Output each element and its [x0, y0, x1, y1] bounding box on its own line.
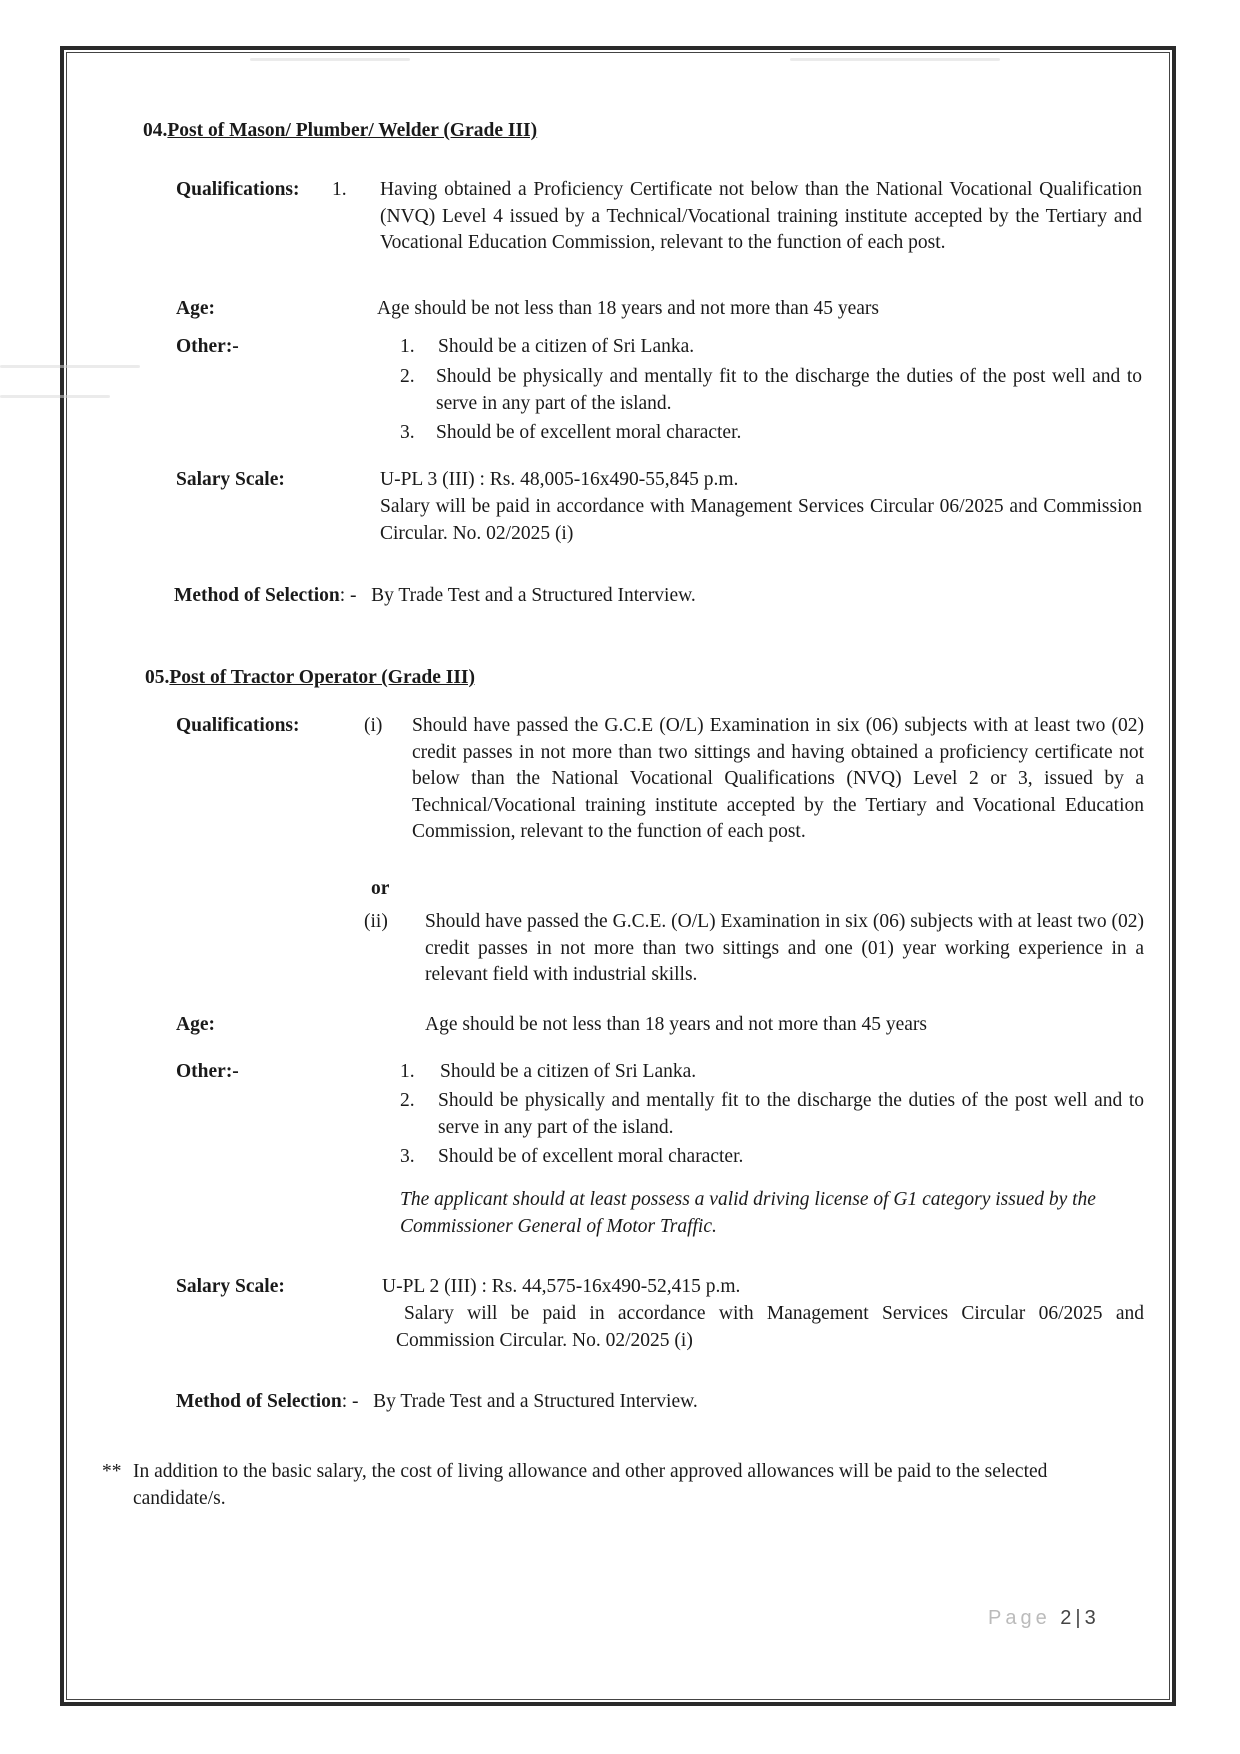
- post04-qualification-number: 1.: [332, 179, 347, 200]
- post04-method-row: [174, 583, 696, 610]
- post05-other-text-2: Should be physically and mentally fit to the discharge the duties of the post well and to serve in any part of the island.: [438, 1090, 1144, 1138]
- post04-other-text-2: Should be physically and mentally fit to the discharge the duties of the post well and to serve in any part of the island.: [436, 366, 1142, 414]
- post05-q1-text: Should have passed the G.C.E (O/L) Examination in six (06) subjects with at least two (02) credit passes in not more than two sittings and having obtained a proficiency certificate not below than the National Vocational Qualifications (NVQ) Level 2 or 3, issued by a Technical/Vocational training institute accepted by the Tertiary and Vocational Education Commission, relevant to the function of each post.: [412, 715, 1144, 842]
- post04-other-label: Other:-: [176, 336, 239, 357]
- post05-other-text-1: Should be a citizen of Sri Lanka.: [440, 1061, 697, 1082]
- post05-number: 05.: [145, 667, 170, 688]
- post05-other-label: Other:-: [176, 1061, 239, 1082]
- post05-q2-number: (ii): [364, 911, 388, 932]
- post05-other-num-1: 1.: [400, 1061, 415, 1082]
- post05-license-note: The applicant should at least possess a valid driving license of G1 category issued by the Commissioner General of Motor Traffic.: [400, 1189, 1096, 1237]
- page-total: 3: [1084, 1607, 1100, 1629]
- post05-other-num-3: 3.: [400, 1146, 415, 1167]
- post05-other-text-3: Should be of excellent moral character.: [438, 1146, 744, 1167]
- post04-qualifications-label: Qualifications:: [176, 179, 300, 200]
- post05-or: or: [371, 878, 390, 899]
- post05-method-text: By Trade Test and a Structured Interview.: [373, 1391, 698, 1412]
- post05-salary-label: Salary Scale:: [176, 1276, 285, 1297]
- post04-age-text: Age should be not less than 18 years and not more than 45 years: [377, 298, 880, 319]
- post05-q2-text: Should have passed the G.C.E. (O/L) Examination in six (06) subjects with at least two (02) credit passes in not more than two sittings and one (01) year working experience in a relevant field with industrial skills.: [425, 911, 1144, 985]
- post04-method-text: By Trade Test and a Structured Interview.: [371, 585, 696, 606]
- post05-method-separator: : -: [341, 1391, 359, 1412]
- post05-other-num-2: 2.: [400, 1090, 415, 1111]
- post05-method-label: Method of Selection: [176, 1391, 342, 1412]
- post04-method-label: Method of Selection: [174, 585, 340, 606]
- page-number: [988, 1607, 1100, 1630]
- post05-q1-number: (i): [364, 715, 383, 736]
- post04-qualification-text: Having obtained a Proficiency Certificate not below than the National Vocational Qualification (NVQ) Level 4 issued by a Technical/Vocational training institute accepted by the Tertiary and Vocational Education Commission, relevant to the function of each post.: [380, 179, 1142, 253]
- scan-artifact: [0, 395, 110, 398]
- post05-qualifications-label: Qualifications:: [176, 715, 300, 736]
- post04-other-text-1: Should be a citizen of Sri Lanka.: [438, 336, 695, 357]
- post04-heading: [143, 120, 537, 142]
- scan-artifact: [250, 58, 410, 61]
- post04-other-num-1: 1.: [400, 336, 415, 357]
- page-current: 2: [1060, 1607, 1076, 1629]
- post04-salary-label: Salary Scale:: [176, 469, 285, 490]
- post05-age-text: Age should be not less than 18 years and not more than 45 years: [425, 1014, 928, 1035]
- post04-method-separator: : -: [339, 585, 357, 606]
- footnote-text: In addition to the basic salary, the cost of living allowance and other approved allowances will be paid to the selected candidate/s.: [133, 1461, 1048, 1509]
- scan-artifact: [0, 365, 140, 368]
- post05-method-row: [176, 1389, 698, 1416]
- post04-other-text-3: Should be of excellent moral character.: [436, 422, 742, 443]
- footnote-marker: **: [102, 1461, 122, 1482]
- post04-age-label: Age:: [176, 298, 215, 319]
- post05-salary-line2: Salary will be paid in accordance with Management Services Circular 06/2025 and Commission Circular. No. 02/2025 (i): [396, 1303, 1144, 1351]
- post05-heading: [145, 667, 475, 689]
- scan-artifact: [790, 58, 1000, 61]
- post04-other-num-2: 2.: [400, 366, 415, 387]
- page-separator: |: [1075, 1607, 1085, 1629]
- post04-other-num-3: 3.: [400, 422, 415, 443]
- post04-title: Post of Mason/ Plumber/ Welder (Grade III): [167, 120, 538, 141]
- post05-title: Post of Tractor Operator (Grade III): [169, 667, 475, 688]
- page-word: Page: [988, 1607, 1051, 1629]
- post04-salary-line1: U-PL 3 (III) : Rs. 48,005-16x490-55,845 p.m.: [380, 469, 739, 490]
- post05-salary-line1: U-PL 2 (III) : Rs. 44,575-16x490-52,415 p.m.: [382, 1276, 741, 1297]
- post04-salary-line2: Salary will be paid in accordance with Management Services Circular 06/2025 and Commission Circular. No. 02/2025 (i): [380, 496, 1142, 544]
- post05-age-label: Age:: [176, 1014, 215, 1035]
- post04-number: 04.: [143, 120, 168, 141]
